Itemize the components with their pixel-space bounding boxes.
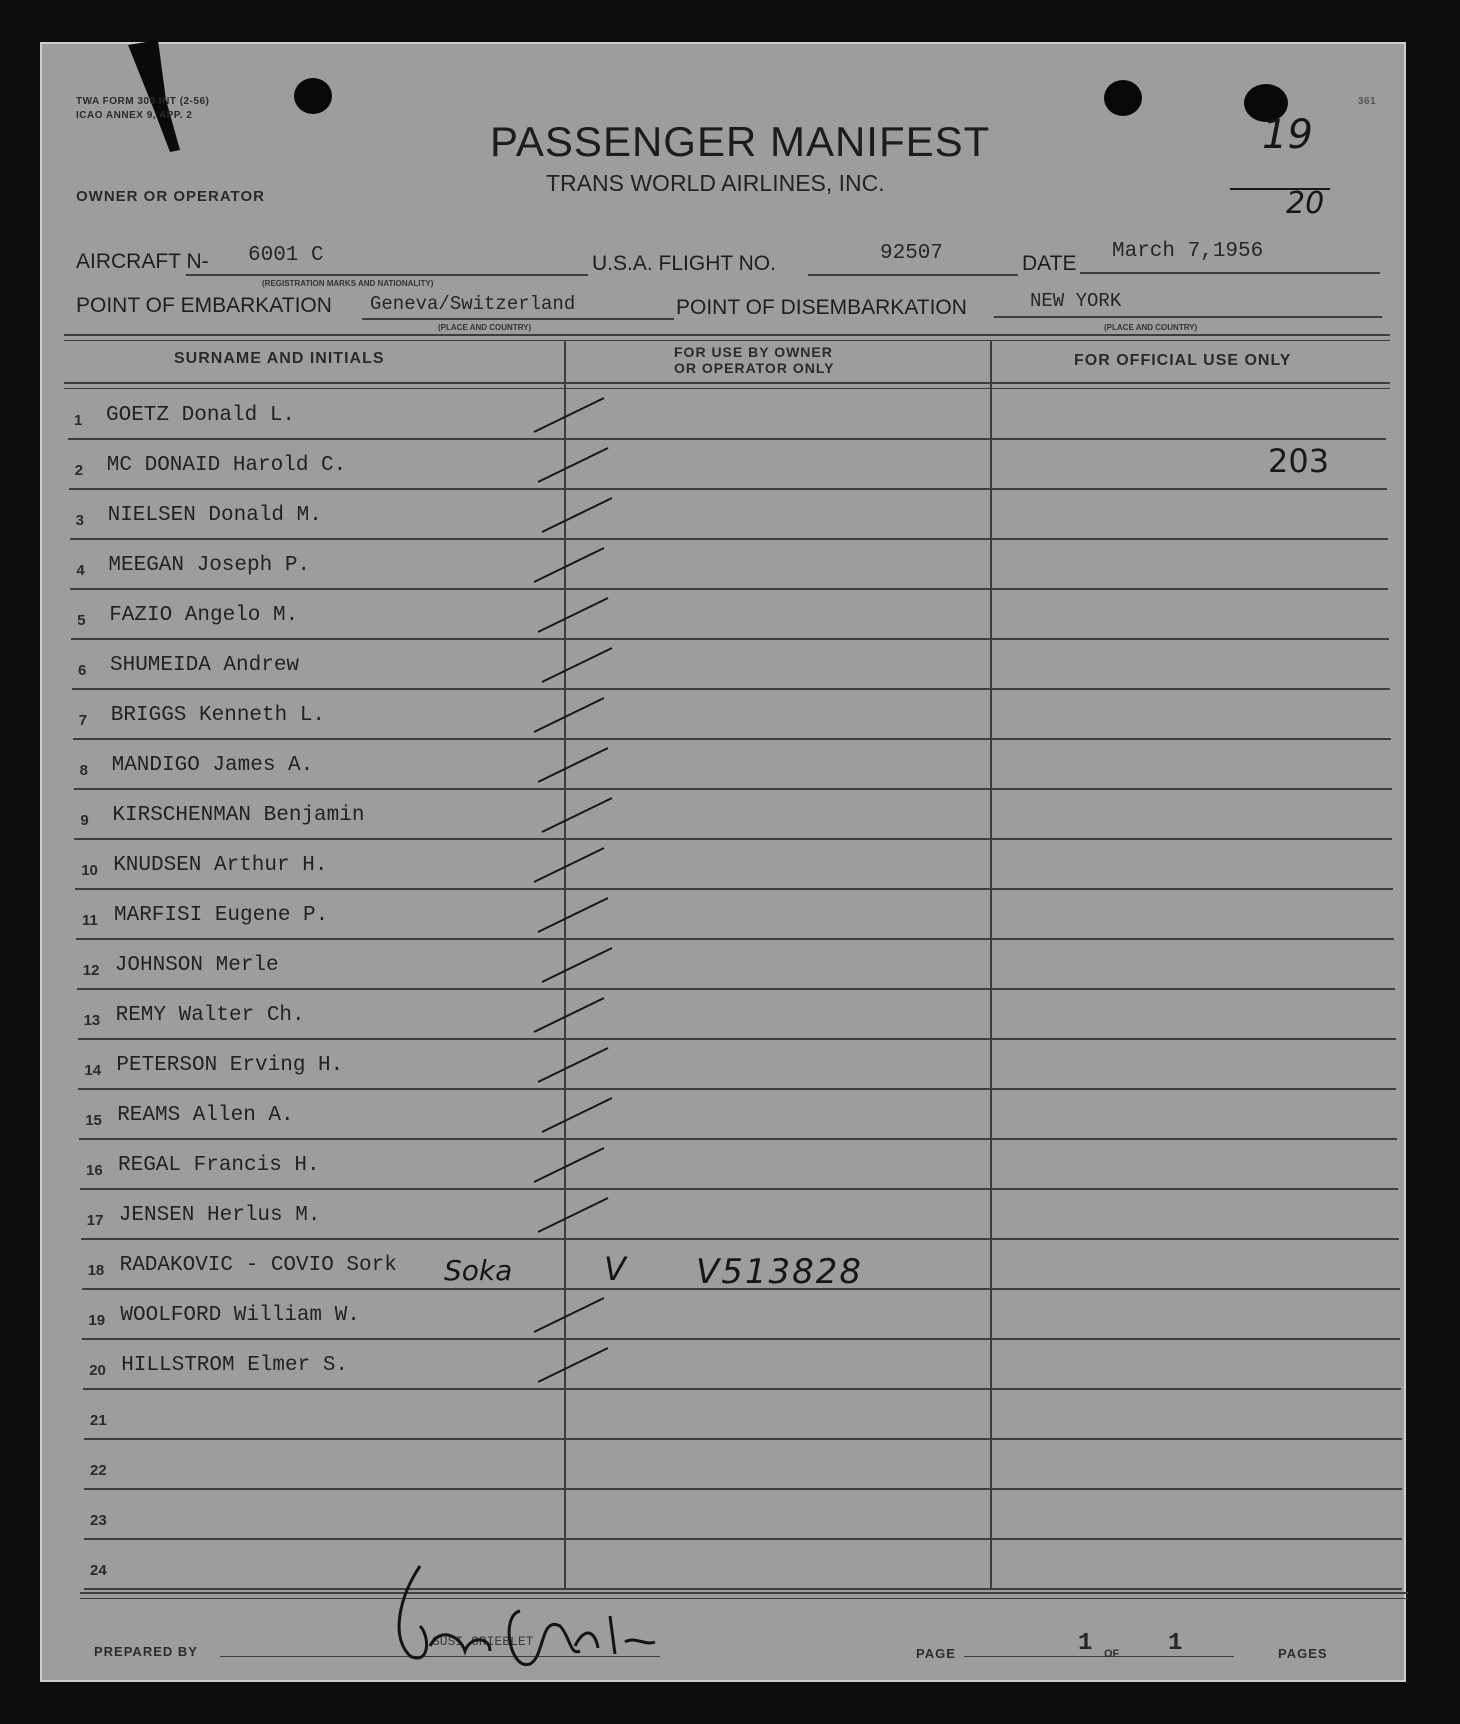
page-label: PAGE (916, 1646, 956, 1661)
row-number: 15 (85, 1112, 102, 1129)
column-header-official: FOR OFFICIAL USE ONLY (1074, 352, 1292, 369)
check-tick (534, 698, 604, 732)
page-fraction-bottom: 20 (1286, 186, 1325, 221)
check-tick (538, 1048, 608, 1082)
check-tick (538, 748, 608, 782)
row-number: 8 (79, 762, 88, 779)
row-number: 5 (77, 612, 86, 629)
row-number: 16 (86, 1162, 103, 1179)
passenger-name: JOHNSON Merle (114, 954, 279, 977)
check-tick (542, 798, 612, 832)
passenger-name: JENSEN Herlus M. (118, 1204, 321, 1227)
row-number: 20 (89, 1362, 106, 1379)
passenger-name: GOETZ Donald L. (106, 404, 296, 427)
row-number: 14 (84, 1062, 102, 1079)
row-number: 11 (82, 912, 98, 929)
row-number: 6 (78, 662, 87, 679)
column-header-owner-line2: OR OPERATOR ONLY (674, 360, 835, 376)
passenger-name: MANDIGO James A. (111, 754, 314, 777)
prepared-by-typed: SUSI GRIEBLET (432, 1634, 534, 1649)
row-number: 9 (80, 812, 89, 829)
row-18-owner-code: V513828 (696, 1252, 864, 1292)
passenger-name: PETERSON Erving H. (116, 1054, 344, 1077)
page-title: PASSENGER MANIFEST (490, 118, 991, 165)
check-tick (542, 498, 612, 532)
row-number: 21 (90, 1412, 107, 1429)
row-number: 23 (90, 1512, 107, 1529)
of-label: OF (1104, 1648, 1120, 1660)
owner-operator-label: OWNER OR OPERATOR (76, 188, 265, 205)
embarkation-note: (PLACE AND COUNTRY) (438, 323, 532, 332)
passenger-name: REGAL Francis H. (118, 1154, 320, 1177)
form-id-line2: ICAO ANNEX 9, APP. 2 (76, 110, 193, 121)
check-tick (534, 548, 604, 582)
row-number: 2 (74, 462, 84, 479)
row-number: 4 (76, 562, 85, 579)
row-2-official-value: 203 (1268, 442, 1330, 480)
passenger-name: NIELSEN Donald M. (107, 504, 322, 527)
passenger-name: MEEGAN Joseph P. (108, 554, 311, 577)
passenger-name: BRIGGS Kenneth L. (110, 704, 326, 727)
page-underline (964, 1656, 1234, 1657)
check-tick (542, 1098, 612, 1132)
embarkation-value: Geneva/Switzerland (370, 293, 576, 315)
check-tick (538, 598, 608, 632)
flight-value: 92507 (880, 242, 944, 265)
disembarkation-label: POINT OF DISEMBARKATION (676, 296, 967, 319)
preparer-signature (370, 1556, 660, 1686)
row-number: 18 (87, 1262, 105, 1279)
prepared-by-label: PREPARED BY (94, 1644, 198, 1659)
passenger-name: FAZIO Angelo M. (109, 604, 299, 627)
row-number: 19 (88, 1312, 106, 1329)
passenger-name: MC DONAID Harold C. (106, 454, 347, 477)
check-tick (542, 648, 612, 682)
passenger-name: KNUDSEN Arthur H. (113, 854, 328, 877)
check-tick (538, 448, 608, 482)
row-number: 3 (75, 512, 84, 529)
column-header-surname: SURNAME AND INITIALS (174, 350, 385, 367)
date-label: DATE (1022, 252, 1077, 275)
passenger-name: REMY Walter Ch. (115, 1004, 305, 1027)
disembarkation-note: (PLACE AND COUNTRY) (1104, 323, 1198, 332)
passenger-name: HILLSTROM Elmer S. (121, 1354, 349, 1377)
row-18-hand-note: Soka (444, 1254, 513, 1287)
check-tick (538, 898, 608, 932)
check-tick (534, 1298, 604, 1332)
page-total: 1 (1168, 1630, 1183, 1657)
aircraft-label: AIRCRAFT N- (76, 250, 209, 273)
row-number: 24 (90, 1562, 107, 1579)
check-tick (538, 1198, 608, 1232)
passenger-name: REAMS Allen A. (117, 1104, 294, 1127)
check-tick (534, 1148, 604, 1182)
date-value: March 7,1956 (1112, 240, 1264, 263)
check-tick (538, 1348, 608, 1382)
page-number: 1 (1078, 1630, 1093, 1657)
check-tick (534, 398, 604, 432)
flight-label: U.S.A. FLIGHT NO. (592, 252, 776, 275)
row-number: 17 (86, 1212, 104, 1229)
check-tick (534, 998, 604, 1032)
row-number: 7 (78, 712, 88, 729)
pages-label: PAGES (1278, 1646, 1328, 1661)
row-number: 1 (74, 412, 83, 429)
form-id-line1: TWA FORM 300 INT (2-56) (76, 96, 210, 107)
aircraft-value: 6001 C (248, 244, 324, 267)
passenger-name: SHUMEIDA Andrew (110, 654, 300, 677)
passenger-name: WOOLFORD William W. (120, 1304, 360, 1327)
row-number: 10 (81, 862, 98, 879)
passenger-name: KIRSCHENMAN Benjamin (112, 804, 365, 827)
row-number: 12 (82, 962, 100, 979)
corner-code: 361 (1358, 96, 1377, 107)
row-number: 22 (90, 1462, 107, 1479)
embarkation-label: POINT OF EMBARKATION (76, 294, 332, 317)
check-tick (542, 948, 612, 982)
row-number: 13 (83, 1012, 101, 1029)
aircraft-note: (REGISTRATION MARKS AND NATIONALITY) (262, 279, 434, 288)
passenger-name: RADAKOVIC - COVIO Sork (119, 1254, 397, 1277)
check-tick (534, 848, 604, 882)
row-18-owner-mark: V (604, 1250, 626, 1288)
airline-name: TRANS WORLD AIRLINES, INC. (546, 170, 885, 196)
passenger-name: MARFISI Eugene P. (114, 904, 329, 927)
disembarkation-value: NEW YORK (1030, 290, 1122, 312)
table-bottom-rule (80, 1592, 1408, 1594)
table-bottom-rule-2 (80, 1598, 1408, 1599)
column-header-owner-line1: FOR USE BY OWNER (674, 344, 833, 360)
page-fraction-top: 19 (1262, 112, 1313, 158)
